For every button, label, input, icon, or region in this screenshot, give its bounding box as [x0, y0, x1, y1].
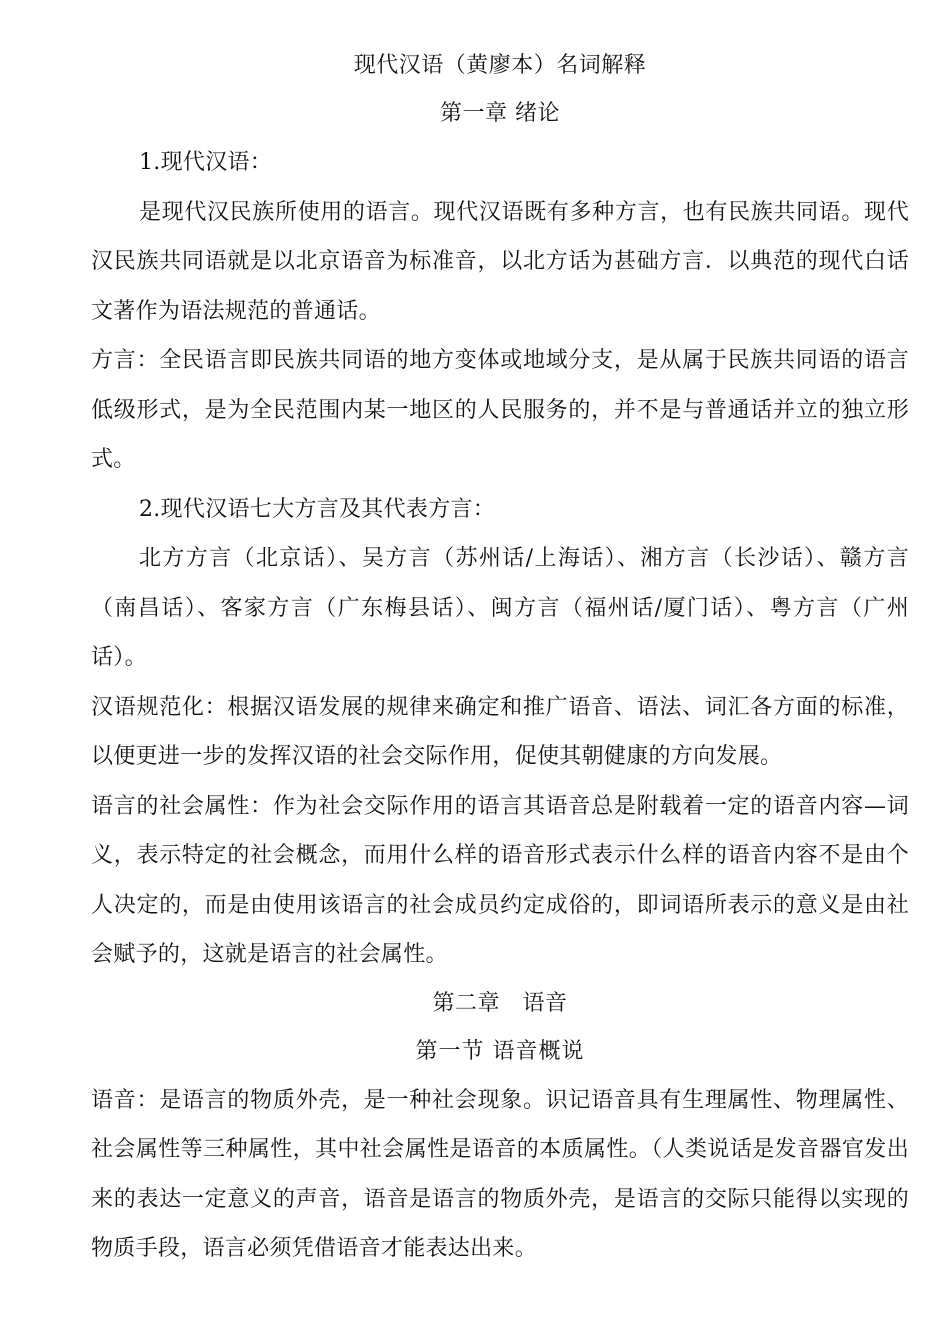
item-2-heading: 2.现代汉语七大方言及其代表方言：	[139, 496, 496, 522]
dialect-definition: 方言：全民语言即民族共同语的地方变体或地域分支，是从属于民族共同语的语言低级形式，是为全民范围内某一地区的人民服务的，并不是与普通话并立的独立形式。	[91, 348, 909, 472]
document-title: 现代汉语（黄廖本）名词解释	[353, 53, 647, 78]
standardization-definition: 汉语规范化：根据汉语发展的规律来确定和推广语音、语法、词汇各方面的标准，以便更进一步的发挥汉语的社会交际作用，促使其朝健康的方向发展。	[91, 694, 909, 769]
chapter-1-title: 第一章 绪论	[440, 101, 560, 126]
phonetics-definition: 语音：是语言的物质外壳，是一种社会现象。识记语音具有生理属性、物理属性、社会属性等三种属性，其中社会属性是语音的本质属性。（人类说话是发音器官发出来的表达一定意义的声音，语音是语言的物质外壳，是语言的交际只能得以实现的物质手段，语言必须凭借语音才能表达出来。	[91, 1087, 909, 1261]
social-attribute-definition: 语言的社会属性：作为社会交际作用的语言其语音总是附载着一定的语音内容—词义，表示特定的社会概念，而用什么样的语音形式表示什么样的语音内容不是由个人决定的，而是由使用该语言的社会成员约定成俗的，即词语所表示的意义是由社会赋予的，这就是语言的社会属性。	[91, 793, 909, 967]
chapter-2-title: 第二章 语音	[432, 990, 568, 1016]
section-1-title: 第一节 语音概说	[415, 1038, 585, 1064]
item-1-heading: 1.现代汉语：	[139, 150, 273, 175]
item-1-text: 是现代汉民族所使用的语言。现代汉语既有多种方言，也有民族共同语。现代汉民族共同语就是以北京语音为标准音，以北方话为甚础方言．以典范的现代白话文著作为语法规范的普通话。	[91, 199, 909, 324]
item-2-text: 北方方言（北京话）、吴方言（苏州话/上海话）、湘方言（长沙话）、赣方言（南昌话）、客家方言（广东梅县话）、闽方言（福州话/厦门话）、粤方言（广州话）。	[91, 546, 909, 670]
document-page	[91, 42, 909, 1274]
